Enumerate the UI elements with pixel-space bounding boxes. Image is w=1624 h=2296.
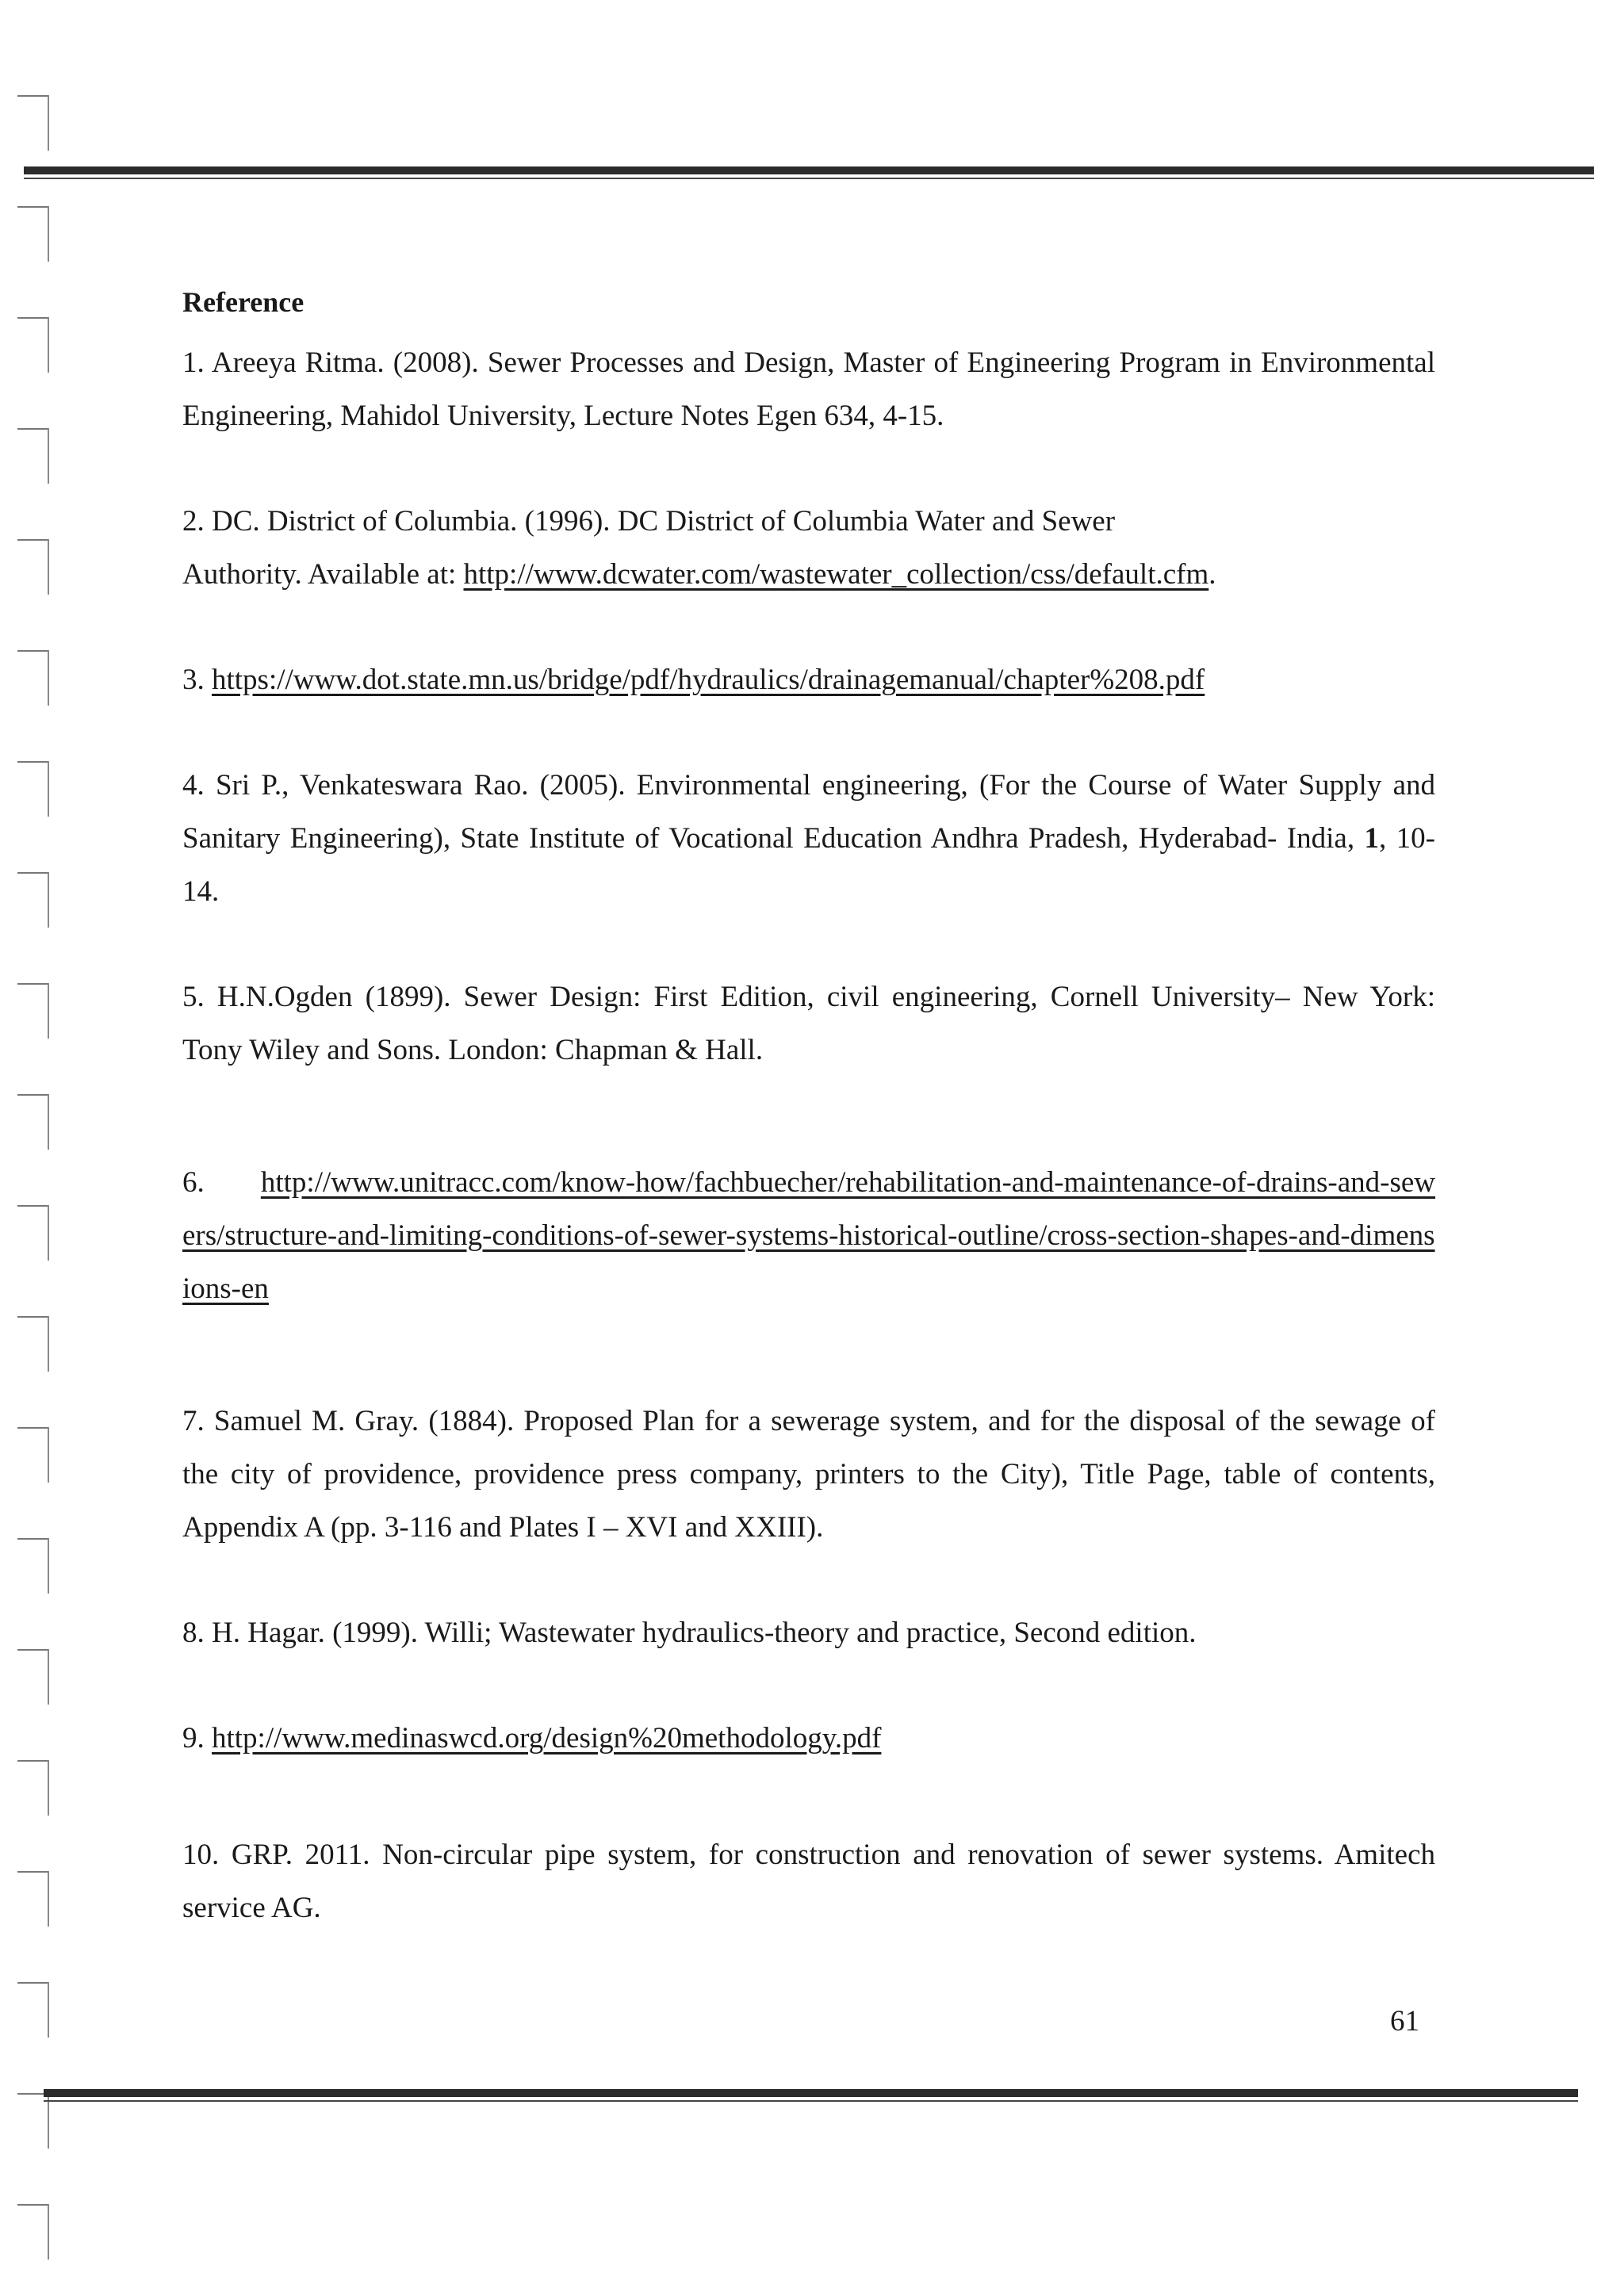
binder-mark <box>17 1760 49 1816</box>
binder-mark <box>17 1205 49 1261</box>
binder-mark <box>17 872 49 928</box>
reference-text: 9. <box>182 1722 212 1755</box>
binder-mark <box>17 2204 49 2260</box>
binder-mark <box>17 983 49 1039</box>
reference-link[interactable]: http://www.unitracc.com/know-how/fachbuecher/rehabilitation-and-maintenance-of-drains-and-sewers/structure-and-limiting-conditions-of-sewer-systems-historical-outline/cross-section-shapes-and-dimensions-en <box>182 1166 1435 1305</box>
reference-text: . <box>1208 558 1216 591</box>
reference-item-10: 10. GRP. 2011. Non-circular pipe system, for construction and renovation of sewer systems. Amitech service AG. <box>182 1839 1435 1924</box>
reference-list <box>182 285 1435 1934</box>
page-number: 61 <box>1390 2005 1419 2038</box>
reference-text: , 10-14. <box>182 822 1435 908</box>
reference-item-7: 7. Samuel M. Gray. (1884). Proposed Plan for a sewerage system, and for the disposal of the sewage of the city of providence, providence press company, printers to the City), Title Page, table of contents, Appendix A (pp. 3-116 and Plates I – XVI and XXIII). <box>182 1405 1435 1544</box>
binder-mark <box>17 206 49 262</box>
binder-mark <box>17 761 49 817</box>
reference-item-2 <box>182 495 1435 601</box>
volume-number: 1 <box>1364 822 1379 855</box>
reference-link[interactable]: http://www.dcwater.com/wastewater_collection/css/default.cfm <box>463 558 1209 591</box>
reference-item-6 <box>182 1156 1435 1315</box>
reference-text: 3. <box>182 664 212 696</box>
reference-item-4 <box>182 759 1435 918</box>
binder-mark <box>17 1538 49 1594</box>
binder-mark <box>17 1427 49 1483</box>
section-heading: Reference <box>182 286 304 318</box>
binder-mark <box>17 95 49 151</box>
binder-mark <box>17 1316 49 1372</box>
reference-link[interactable]: https://www.dot.state.mn.us/bridge/pdf/hydraulics/drainagemanual/chapter%208.pdf <box>212 664 1205 696</box>
reference-item-9 <box>182 1712 1435 1765</box>
binder-mark <box>17 650 49 706</box>
reference-link[interactable]: http://www.medinaswcd.org/design%20methodology.pdf <box>212 1722 882 1755</box>
reference-text: 6. <box>182 1166 205 1199</box>
reference-text: Authority. Available at: <box>182 558 464 591</box>
binder-mark <box>17 428 49 484</box>
binder-mark <box>17 1982 49 2038</box>
binder-mark <box>17 1871 49 1927</box>
reference-item-1: 1. Areeya Ritma. (2008). Sewer Processes and Design, Master of Engineering Program in Environmental Engineering, Mahidol University, Lecture Notes Egen 634, 4-15. <box>182 346 1435 432</box>
binder-mark <box>17 317 49 373</box>
reference-item-8: 8. H. Hagar. (1999). Willi; Wastewater hydraulics-theory and practice, Second edition. <box>182 1617 1197 1649</box>
binder-marks <box>0 0 71 2296</box>
reference-text: 4. Sri P., Venkateswara Rao. (2005). Environmental engineering, (For the Course of Water Supply and Sanitary Engineering), State Institute of Vocational Education Andhra Pradesh, Hyderabad- India, <box>182 769 1435 855</box>
header-rule <box>24 166 1594 179</box>
footer-rule <box>44 2089 1578 2102</box>
reference-item-3 <box>182 653 1435 706</box>
reference-text: 2. DC. District of Columbia. (1996). DC District of Columbia Water and Sewer <box>182 505 1116 538</box>
binder-mark <box>17 539 49 595</box>
reference-item-5: 5. H.N.Ogden (1899). Sewer Design: First Edition, civil engineering, Cornell University– New York: Tony Wiley and Sons. London: Chapman & Hall. <box>182 981 1435 1066</box>
binder-mark <box>17 1649 49 1705</box>
binder-mark <box>17 1094 49 1150</box>
